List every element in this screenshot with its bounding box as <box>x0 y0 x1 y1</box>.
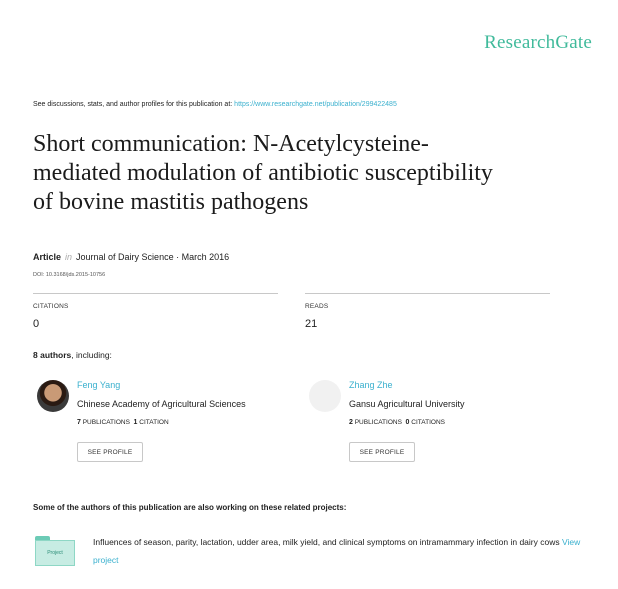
authors-heading <box>33 350 112 360</box>
author-institution: Gansu Agricultural University <box>349 399 465 409</box>
see-profile-button[interactable]: SEE PROFILE <box>77 442 143 462</box>
project-text: Influences of season, parity, lactation, udder area, milk yield, and clinical symptoms on intramammary infection in dairy cows <box>93 537 560 547</box>
publication-url-link[interactable]: https://www.researchgate.net/publication/299422485 <box>234 101 397 108</box>
authors-count: 8 authors <box>33 350 72 360</box>
author-name-link[interactable]: Feng Yang <box>77 380 121 390</box>
publications-count: 2 <box>349 419 353 426</box>
publication-meta <box>33 252 229 262</box>
publications-label: PUBLICATIONS <box>82 419 130 426</box>
journal-name: Journal of Dairy Science · March 2016 <box>76 252 230 262</box>
reads-count: 21 <box>305 318 318 330</box>
citations-count: 1 <box>133 419 138 426</box>
researchgate-logo[interactable]: ResearchGate <box>484 32 592 53</box>
reads-label: READS <box>305 303 329 310</box>
citations-count: 0 <box>33 318 40 330</box>
in-label: in <box>65 252 73 262</box>
avatar[interactable] <box>309 380 341 412</box>
discussion-prefix: See discussions, stats, and author profiles for this publication at: <box>33 101 235 108</box>
project-description <box>93 533 583 569</box>
author-stats <box>349 419 445 426</box>
folder-body <box>35 540 75 566</box>
title-line: Short communication: N-Acetylcysteine- <box>33 131 429 157</box>
discussion-line <box>33 101 397 108</box>
author-institution: Chinese Academy of Agricultural Sciences <box>77 399 246 409</box>
publication-title <box>33 130 593 217</box>
citations-count: 0 <box>405 419 410 426</box>
citations-label: CITATIONS <box>411 419 445 426</box>
see-profile-button[interactable]: SEE PROFILE <box>349 442 415 462</box>
doi: DOI: 10.3168/jds.2015-10756 <box>33 272 106 278</box>
citations-label: CITATIONS <box>33 303 69 310</box>
citations-label: CITATION <box>139 419 169 426</box>
projects-heading: Some of the authors of this publication are also working on these related projects: <box>33 503 347 512</box>
title-line: mediated modulation of antibiotic susceptibility <box>33 160 493 186</box>
project-folder-icon[interactable] <box>35 536 75 566</box>
avatar[interactable] <box>37 380 69 412</box>
authors-suffix: , including: <box>71 350 112 360</box>
publication-type: Article <box>33 252 62 262</box>
publications-label: PUBLICATIONS <box>354 419 402 426</box>
divider <box>305 293 550 294</box>
title-line: of bovine mastitis pathogens <box>33 189 309 215</box>
author-stats <box>77 419 169 426</box>
project-icon-label: Project <box>47 550 63 556</box>
publications-count: 7 <box>77 419 81 426</box>
author-name-link[interactable]: Zhang Zhe <box>349 380 393 390</box>
view-project-link[interactable]: View project <box>93 537 581 565</box>
divider <box>33 293 278 294</box>
